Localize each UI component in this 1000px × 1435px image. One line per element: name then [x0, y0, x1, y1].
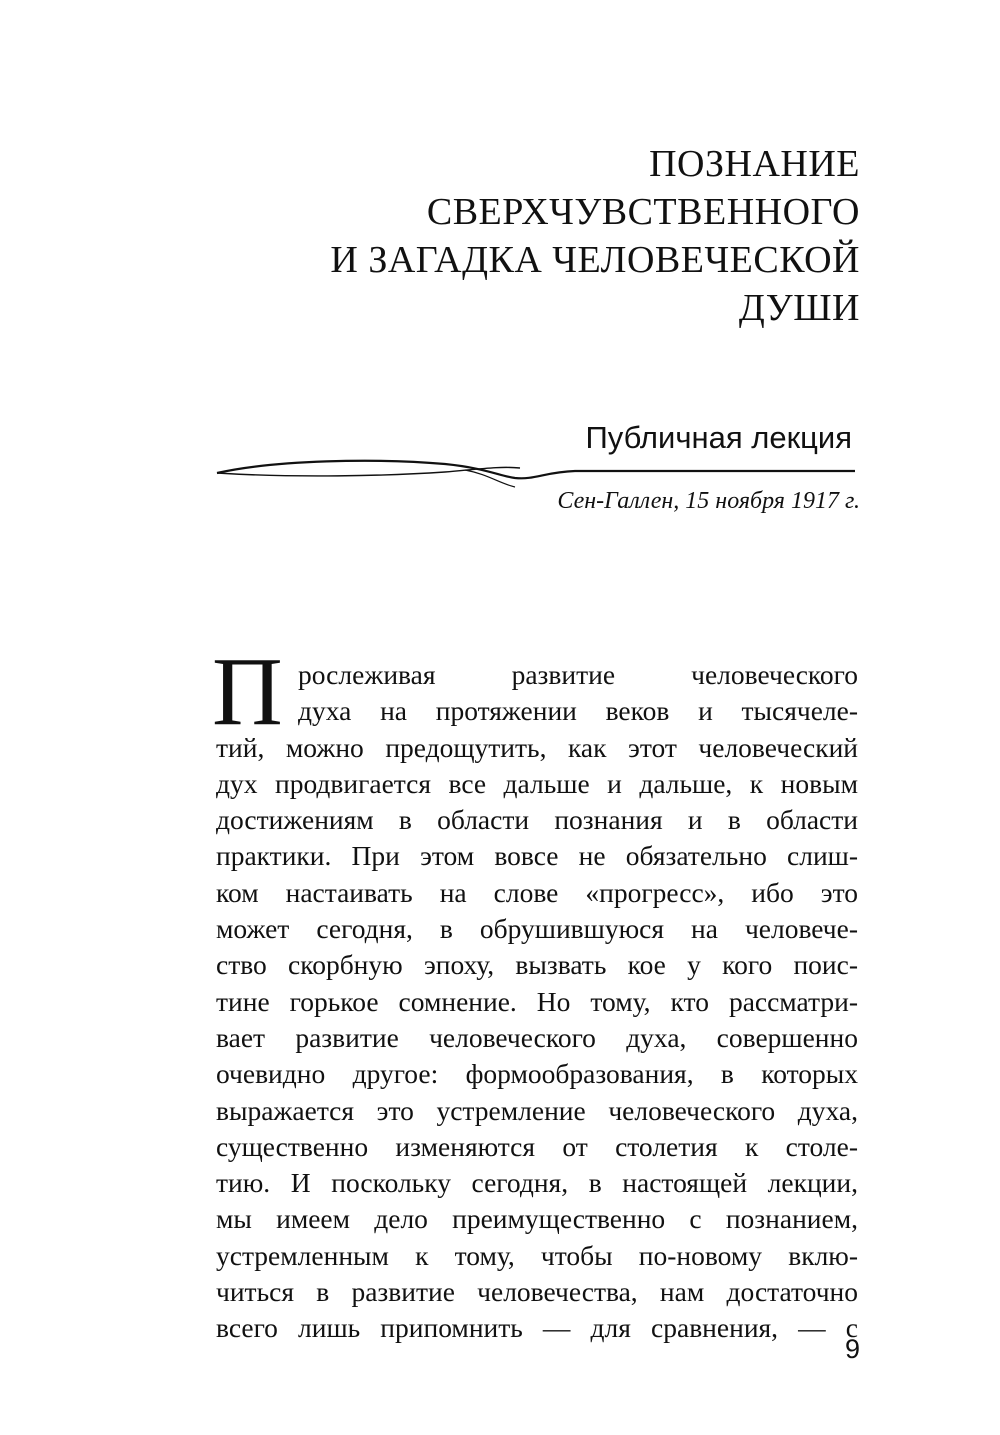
text-line: тине горькое сомнение. Но тому, кто рассматри- — [216, 985, 858, 1017]
text-line: дух продвигается все дальше и дальше, к новым — [216, 767, 858, 799]
text-line: тию. И поскольку сегодня, в настоящей лекции, — [216, 1167, 858, 1199]
page-number: 9 — [844, 1334, 860, 1364]
chapter-title-line-1: ПОЗНАНИЕ СВЕРХЧУВСТВЕННОГО — [426, 143, 860, 233]
text-line: очевидно другое: формообразования, в которых — [216, 1058, 858, 1090]
text-line: рослеживая развитие человеческого — [298, 659, 858, 690]
text-line: вает развитие человеческого духа, совершенно — [216, 1021, 858, 1053]
decorative-flourish-rule — [215, 456, 860, 490]
chapter-title-line-2: И ЗАГАДКА ЧЕЛОВЕЧЕСКОЙ ДУШИ — [330, 239, 860, 329]
chapter-title — [220, 140, 860, 332]
text-line: существенно изменяются от столетия к столе- — [216, 1130, 858, 1162]
text-line: тий, можно предощутить, как этот человеческий — [216, 731, 858, 763]
text-line: ство скорбную эпоху, вызвать кое у кого поис- — [216, 949, 858, 981]
lecture-date-place: Сен-Галлен, 15 ноября 1917 г. — [557, 488, 860, 514]
body-paragraph — [212, 638, 858, 1347]
text-line: практики. При этом вовсе не обязательно слиш- — [216, 840, 858, 872]
text-line: духа на протяжении веков и тысячеле- — [298, 695, 858, 727]
text-line: устремленным к тому, чтобы по-новому вклю- — [216, 1239, 858, 1271]
text-line: может сегодня, в обрушившуюся на человече- — [216, 913, 858, 945]
text-line: мы имеем дело преимущественно с познанием, — [216, 1203, 858, 1235]
lecture-subtitle: Публичная лекция — [585, 420, 852, 455]
text-line: всего лишь припомнить — для сравнения, — с — [216, 1312, 858, 1344]
text-line: читься в развитие человечества, нам достаточно — [216, 1276, 858, 1308]
text-line: ком настаивать на слове «прогресс», ибо это — [216, 876, 858, 908]
text-line: достижениям в области познания и в области — [216, 804, 858, 836]
drop-cap: П — [212, 638, 283, 746]
text-line: выражается это устремление человеческого духа, — [216, 1094, 858, 1126]
